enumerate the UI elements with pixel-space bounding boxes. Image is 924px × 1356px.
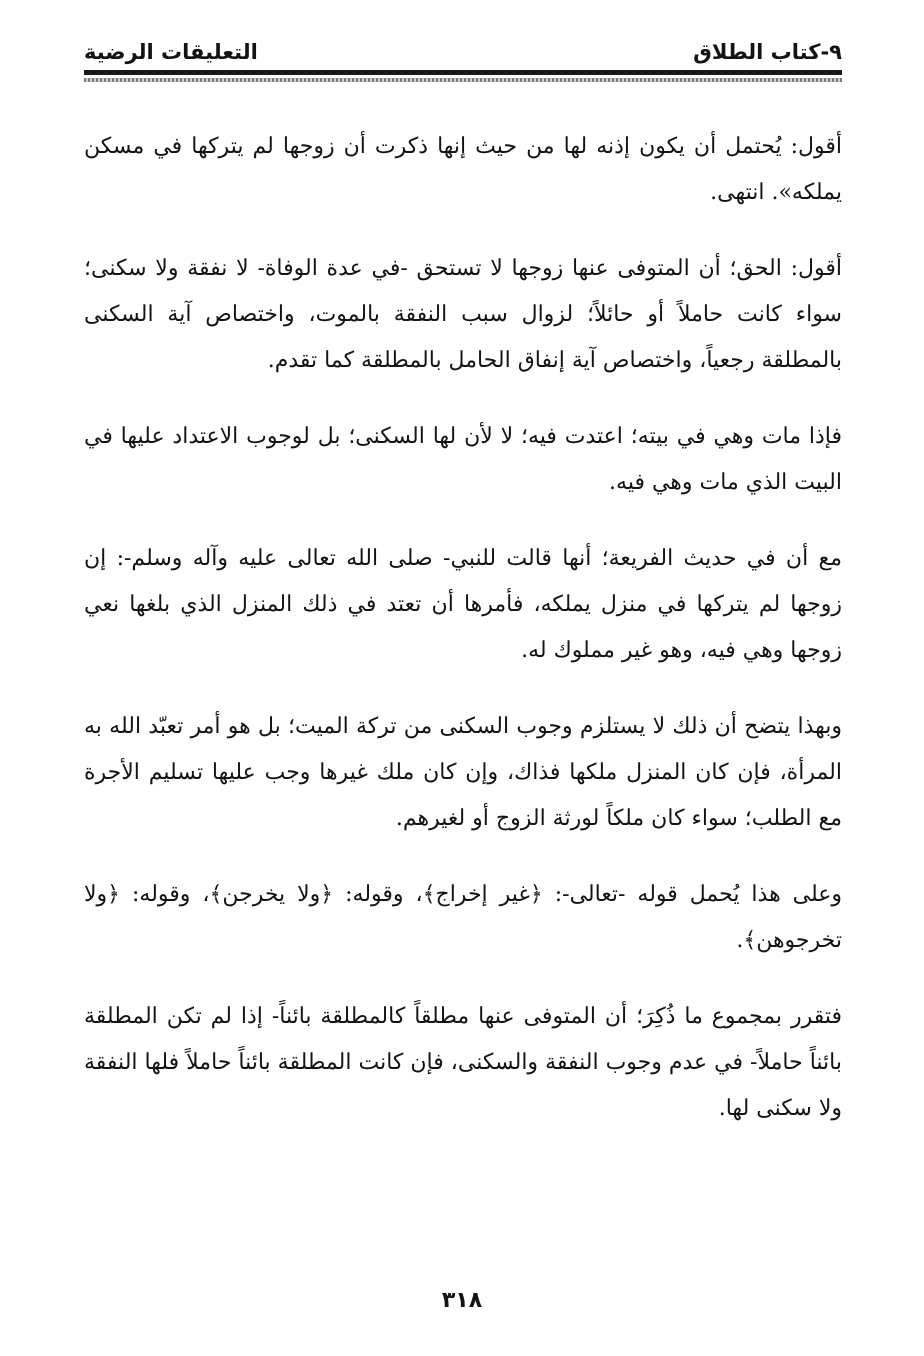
header-rule bbox=[84, 70, 842, 75]
paragraph: أقول: يُحتمل أن يكون إذنه لها من حيث إنها ذكرت أن زوجها لم يتركها في مسكن يملكه». انتهى. bbox=[84, 134, 842, 205]
page-number: ٣١٨ bbox=[441, 1288, 483, 1313]
chapter-title: ٩-كتاب الطلاق bbox=[693, 40, 842, 64]
paragraph: مع أن في حديث الفريعة؛ أنها قالت للنبي- صلى الله تعالى عليه وآله وسلم-: إن زوجها لم يتركها في منزل يملكه، فأمرها أن تعتد في ذلك المنزل الذي بلغها نعي زوجها وهي فيه، وهو غير مملوك له. bbox=[84, 546, 842, 663]
running-header bbox=[84, 36, 842, 70]
paragraph: فإذا مات وهي في بيته؛ اعتدت فيه؛ لا لأن لها السكنى؛ بل لوجوب الاعتداد عليها في البيت الذي مات وهي فيه. bbox=[84, 424, 842, 495]
paragraph: وعلى هذا يُحمل قوله -تعالى-: ﴿غير إخراج﴾، وقوله: ﴿ولا يخرجن﴾، وقوله: ﴿ولا تخرجوهن﴾. bbox=[84, 882, 842, 953]
paragraph: وبهذا يتضح أن ذلك لا يستلزم وجوب السكنى من تركة الميت؛ بل هو أمر تعبّد الله به المرأة، فإن كان المنزل ملكها فذاك، وإن كان ملك غيرها وجب عليها تسليم الأجرة مع الطلب؛ سواء كان ملكاً لورثة الزوج أو لغيرهم. bbox=[84, 714, 842, 831]
header-rule-dotted bbox=[84, 78, 842, 82]
body-text bbox=[84, 124, 842, 1162]
paragraph: أقول: الحق؛ أن المتوفى عنها زوجها لا تستحق -في عدة الوفاة- لا نفقة ولا سكنى؛ سواء كانت حاملاً أو حائلاً؛ لزوال سبب النفقة بالموت، واختصاص آية السكنى بالمطلقة رجعياً، واختصاص آية إنفاق الحامل بالمطلقة كما تقدم. bbox=[84, 256, 842, 373]
book-title: التعليقات الرضية bbox=[84, 40, 258, 64]
paragraph: فتقرر بمجموع ما ذُكِرَ؛ أن المتوفى عنها مطلقاً كالمطلقة بائناً- إذا لم تكن المطلقة بائناً حاملاً- في عدم وجوب النفقة والسكنى، فإن كانت المطلقة بائناً حاملاً فلها النفقة ولا سكنى لها. bbox=[84, 1004, 842, 1121]
